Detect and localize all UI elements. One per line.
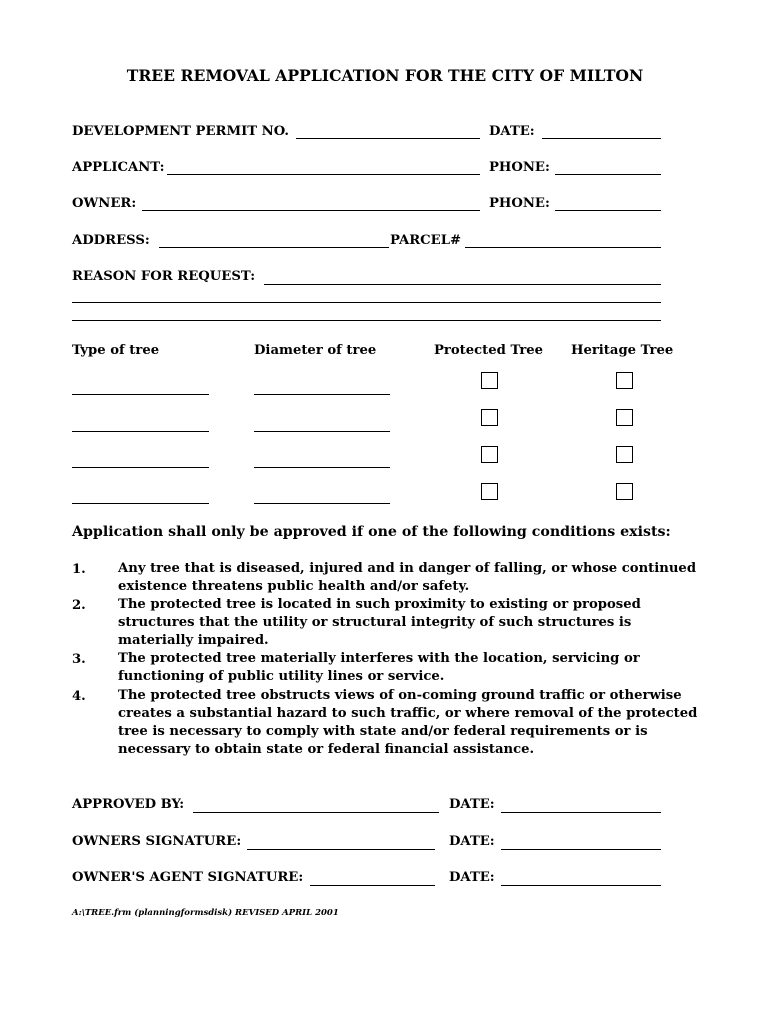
agent-date-label: DATE: bbox=[449, 870, 495, 885]
condition-text: The protected tree is located in such proximity to existing or proposed structures that the utility or structural integrity of such structures is materially impaired. bbox=[118, 597, 641, 648]
header-heritage: Heritage Tree bbox=[571, 343, 674, 358]
owners-signature-label: OWNERS SIGNATURE: bbox=[72, 834, 242, 849]
heritage-tree-checkbox[interactable] bbox=[616, 372, 633, 389]
condition-number: 1. bbox=[72, 562, 86, 577]
protected-tree-checkbox[interactable] bbox=[481, 372, 498, 389]
tree-diameter-field[interactable] bbox=[254, 394, 390, 395]
condition-text: The protected tree materially interferes with the location, servicing or functioning of public utility lines or service. bbox=[118, 651, 640, 684]
applicant-field[interactable] bbox=[167, 174, 480, 175]
condition-number: 4. bbox=[72, 689, 86, 704]
approved-date-field[interactable] bbox=[501, 812, 661, 813]
protected-tree-checkbox[interactable] bbox=[481, 409, 498, 426]
applicant-phone-field[interactable] bbox=[555, 174, 661, 175]
protected-tree-checkbox[interactable] bbox=[481, 446, 498, 463]
agent-signature-label: OWNER'S AGENT SIGNATURE: bbox=[72, 870, 304, 885]
heritage-tree-checkbox[interactable] bbox=[616, 446, 633, 463]
owner-phone-label: PHONE: bbox=[489, 196, 550, 211]
condition-text: The protected tree obstructs views of on-coming ground traffic or otherwise creates a substantial hazard to such traffic, or where removal of the protected tree is necessary to comply with state and/or federal requirements or is necessary to obtain state or federal financial assistance. bbox=[118, 688, 698, 757]
heritage-tree-checkbox[interactable] bbox=[616, 483, 633, 500]
date-label: DATE: bbox=[489, 124, 535, 139]
approved-by-label: APPROVED BY: bbox=[72, 797, 185, 812]
heritage-tree-checkbox[interactable] bbox=[616, 409, 633, 426]
permit-field[interactable] bbox=[296, 138, 480, 139]
tree-type-field[interactable] bbox=[72, 467, 209, 468]
parcel-field[interactable] bbox=[465, 247, 661, 248]
conditions-heading: Application shall only be approved if one of the following conditions exists: bbox=[72, 524, 671, 540]
header-protected: Protected Tree bbox=[434, 343, 544, 358]
owners-signature-field[interactable] bbox=[247, 849, 435, 850]
header-type-of-tree: Type of tree bbox=[72, 343, 160, 358]
footer-note: A:\TREE.frm (planningformsdisk) REVISED APRIL 2001 bbox=[72, 908, 339, 918]
parcel-label: PARCEL# bbox=[390, 233, 462, 248]
condition-number: 2. bbox=[72, 598, 86, 613]
approved-date-label: DATE: bbox=[449, 797, 495, 812]
reason-label: REASON FOR REQUEST: bbox=[72, 269, 256, 284]
approved-by-field[interactable] bbox=[193, 812, 439, 813]
agent-signature-field[interactable] bbox=[310, 885, 435, 886]
reason-field-line-2[interactable] bbox=[72, 302, 661, 303]
tree-type-field[interactable] bbox=[72, 431, 209, 432]
protected-tree-checkbox[interactable] bbox=[481, 483, 498, 500]
applicant-label: APPLICANT: bbox=[72, 160, 165, 175]
owners-date-field[interactable] bbox=[501, 849, 661, 850]
reason-field-line-3[interactable] bbox=[72, 320, 661, 321]
owner-field[interactable] bbox=[142, 210, 480, 211]
reason-field-line-1[interactable] bbox=[264, 284, 661, 285]
tree-diameter-field[interactable] bbox=[254, 431, 390, 432]
page-title: TREE REMOVAL APPLICATION FOR THE CITY OF MILTON bbox=[126, 66, 644, 85]
header-diameter: Diameter of tree bbox=[254, 343, 377, 358]
tree-diameter-field[interactable] bbox=[254, 467, 390, 468]
agent-date-field[interactable] bbox=[501, 885, 661, 886]
condition-text: Any tree that is diseased, injured and in danger of falling, or whose continued existence threatens public health and/or safety. bbox=[118, 561, 697, 594]
owner-label: OWNER: bbox=[72, 196, 137, 211]
applicant-phone-label: PHONE: bbox=[489, 160, 550, 175]
owners-date-label: DATE: bbox=[449, 834, 495, 849]
condition-number: 3. bbox=[72, 652, 86, 667]
tree-type-field[interactable] bbox=[72, 503, 209, 504]
address-field[interactable] bbox=[159, 247, 389, 248]
tree-diameter-field[interactable] bbox=[254, 503, 390, 504]
date-field[interactable] bbox=[542, 138, 661, 139]
tree-type-field[interactable] bbox=[72, 394, 209, 395]
address-label: ADDRESS: bbox=[72, 233, 150, 248]
permit-label: DEVELOPMENT PERMIT NO. bbox=[72, 124, 290, 139]
owner-phone-field[interactable] bbox=[555, 210, 661, 211]
